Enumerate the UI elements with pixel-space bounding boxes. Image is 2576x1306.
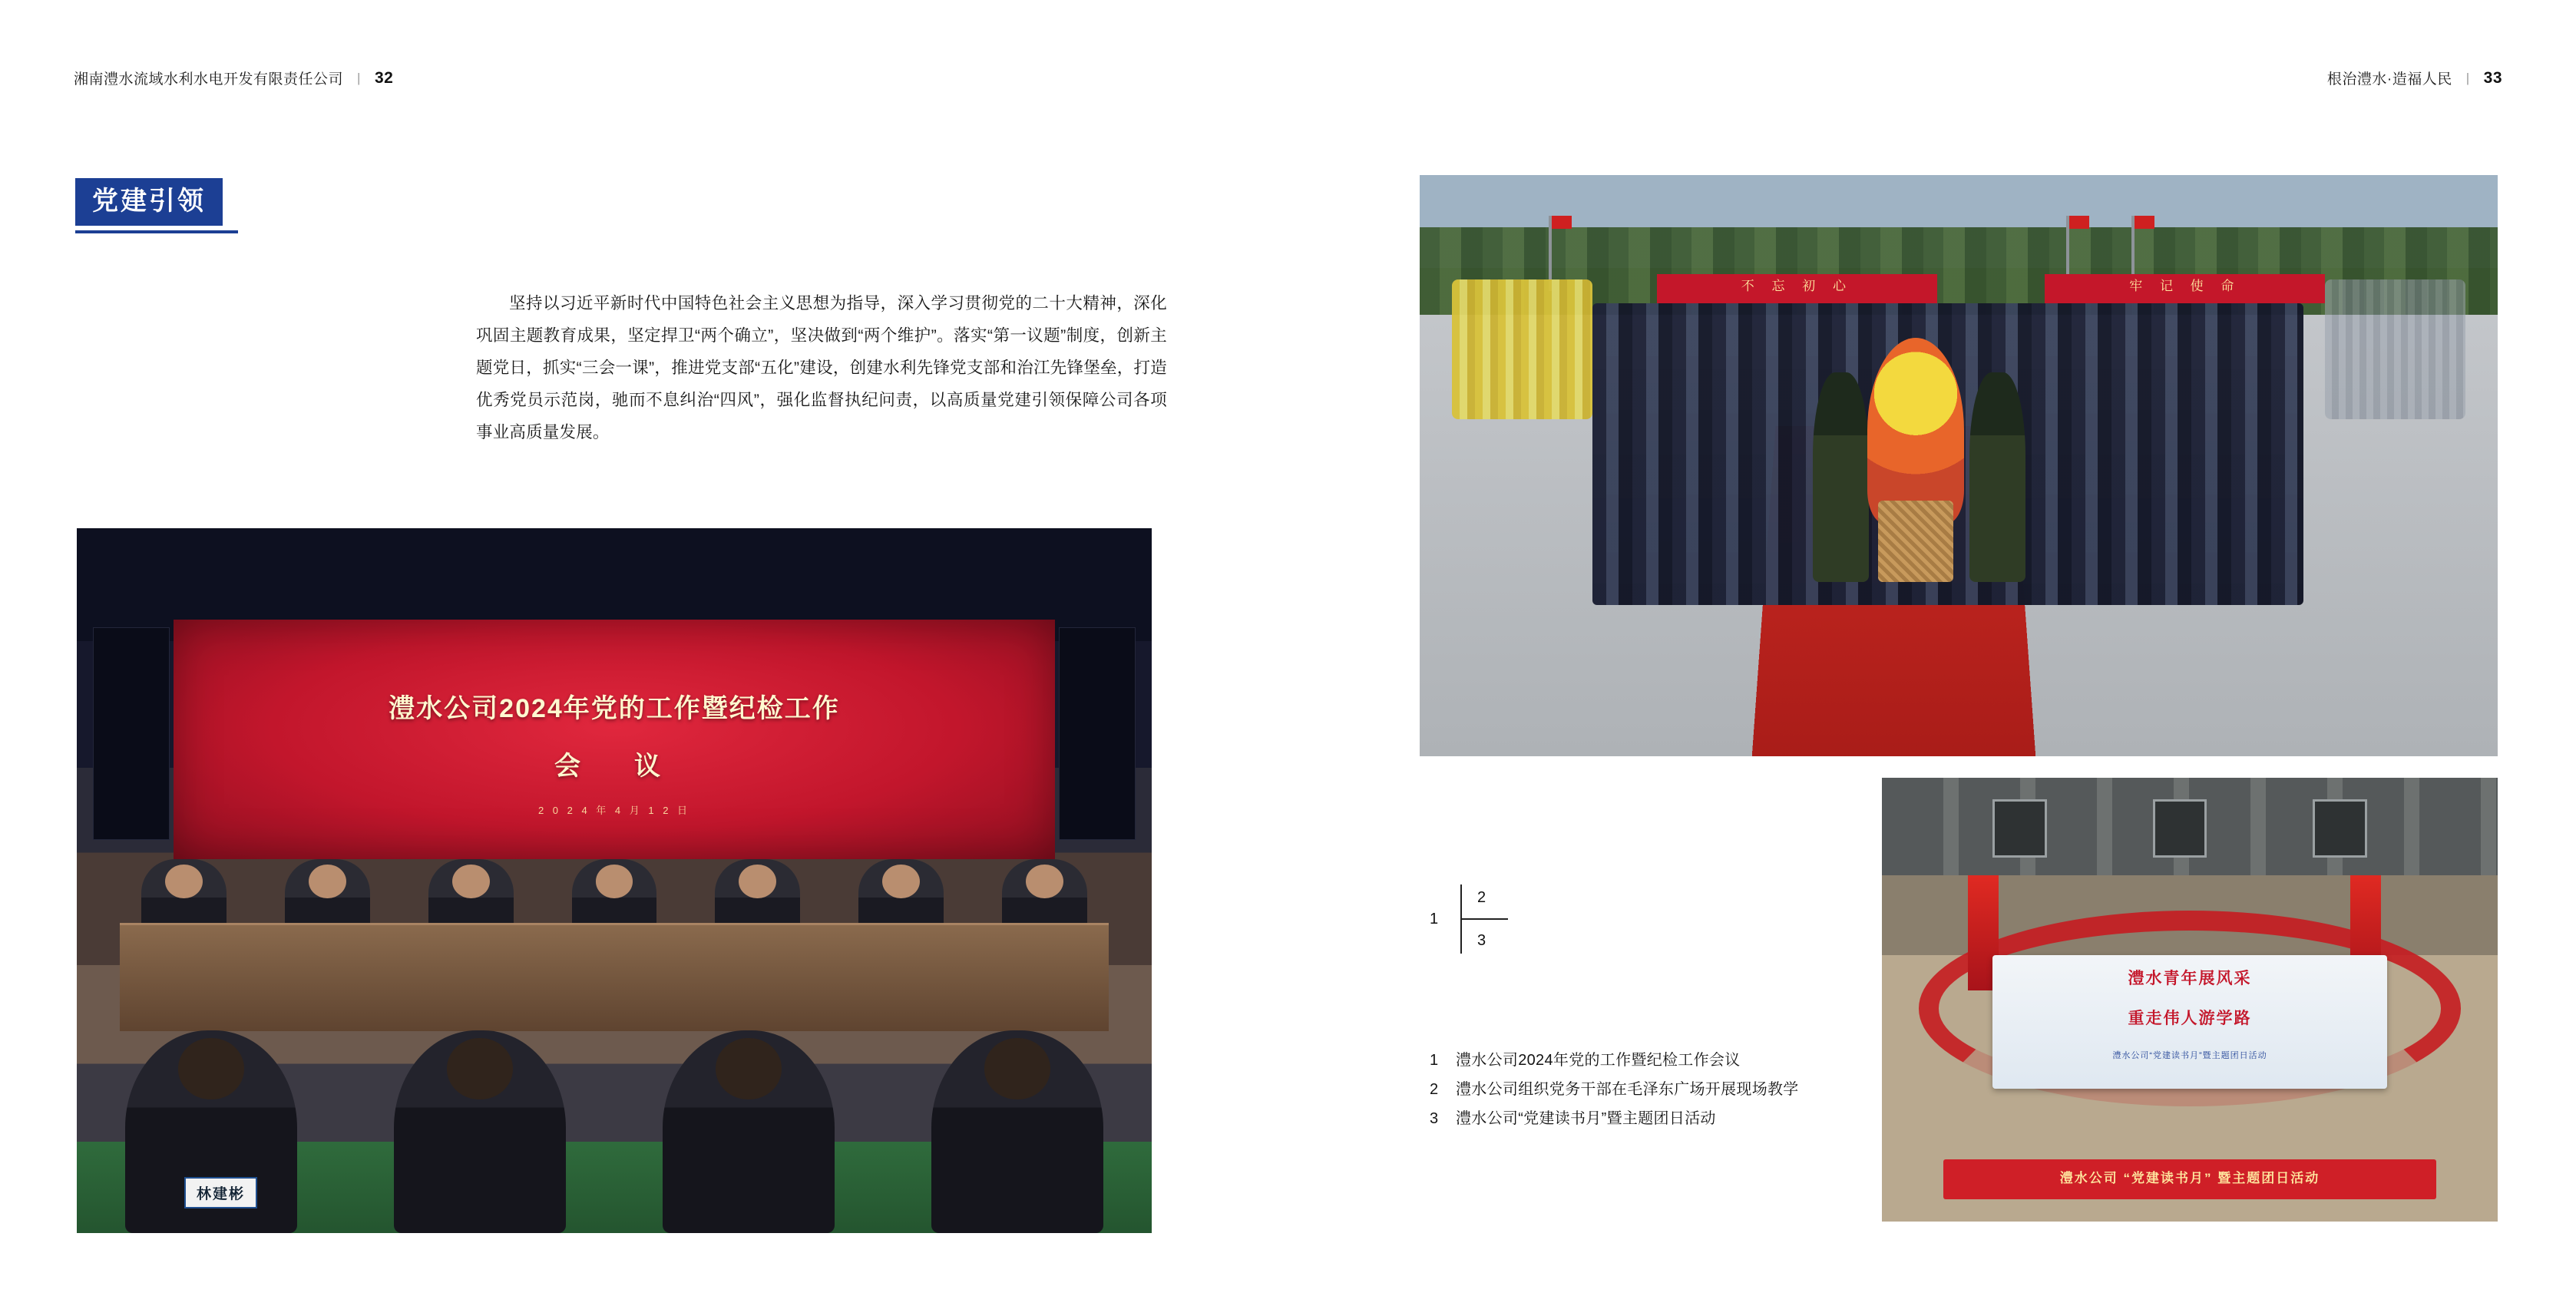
flower-basket-stand xyxy=(1878,501,1953,582)
activity-subtitle: 澧水公司“党建读书月”暨主题团日活动 xyxy=(2112,1050,2267,1060)
flower-wreath-group-left xyxy=(1452,279,1592,419)
head-separator-left: | xyxy=(357,70,361,85)
photo-meeting-conference xyxy=(77,528,1152,1233)
stage-backdrop-screen xyxy=(174,620,1055,859)
activity-title-line1: 澧水青年展风采 xyxy=(2128,970,2252,988)
caption-number: 1 xyxy=(1430,1052,1439,1069)
background-wall xyxy=(1882,778,2498,875)
slogan: 根治澧水·造福人民 xyxy=(2326,71,2452,88)
slogan-banner-right: 牢 记 使 命 xyxy=(2045,274,2325,303)
page-number-left: 32 xyxy=(374,68,394,87)
section-title-underline xyxy=(75,230,238,233)
wall-window xyxy=(2153,799,2207,858)
audience-person xyxy=(663,1030,835,1233)
wall-window xyxy=(1992,799,2046,858)
audience-person xyxy=(931,1030,1103,1233)
key-number-1: 1 xyxy=(1430,911,1439,927)
backdrop-title-line2: 会 议 xyxy=(554,751,674,781)
caption-item xyxy=(1430,1075,2197,1104)
desk-nameplate: 林建彬 xyxy=(184,1177,257,1208)
stage-side-panel-left xyxy=(93,627,170,840)
caption-number: 2 xyxy=(1430,1081,1439,1098)
key-number-3: 3 xyxy=(1477,932,1486,949)
key-number-2: 2 xyxy=(1477,889,1486,906)
company-name: 湘南澧水流域水利水电开发有限责任公司 xyxy=(74,71,344,88)
caption-text: 澧水公司“党建读书月”暨主题团日活动 xyxy=(1456,1110,1716,1127)
caption-item xyxy=(1430,1046,2197,1075)
audience-person xyxy=(394,1030,566,1233)
caption-number: 3 xyxy=(1430,1110,1439,1127)
photo-square-ceremony xyxy=(1420,175,2498,756)
activity-red-banner: 澧水公司 “党建读书月” 暨主题团日活动 xyxy=(1943,1159,2436,1199)
backdrop-date: 2 0 2 4 年 4 月 1 2 日 xyxy=(537,804,691,816)
key-horizontal-rule xyxy=(1460,918,1508,920)
backdrop-title-line1: 澧水公司2024年党的工作暨纪检工作 xyxy=(389,693,840,723)
activity-title-line2: 重走伟人游学路 xyxy=(2128,1010,2252,1028)
caption-text: 澧水公司2024年党的工作暨纪检工作会议 xyxy=(1456,1052,1741,1069)
photo-youth-activity xyxy=(1882,778,2498,1222)
caption-list xyxy=(1430,1046,2197,1133)
honor-guard-left xyxy=(1813,372,1869,582)
bystander-group-right xyxy=(2325,279,2465,419)
head-separator-right: | xyxy=(2465,70,2470,85)
section-title-badge: 党建引领 xyxy=(75,178,223,226)
page-number-right: 33 xyxy=(2483,68,2502,87)
caption-text: 澧水公司组织党务干部在毛泽东广场开展现场教学 xyxy=(1456,1081,1799,1098)
body-paragraph: 坚持以习近平新时代中国特色社会主义思想为指导，深入学习贯彻党的二十大精神，深化巩固主题教育成果，坚定捍卫“两个确立”，坚决做到“两个维护”。落实“第一议题”制度，创新主题党日，抓实“三会一课”，推进党支部“五化”建设，创建水利先锋党支部和治江先锋堡垒，打造优秀党员示范岗，驰而不息纠治“四风”，强化监督执纪问责，以高质量党建引领保障公司各项事业高质量发展。 xyxy=(476,294,1167,441)
figure-key-diagram xyxy=(1430,884,1545,954)
honor-guard-right xyxy=(1969,372,2025,582)
stage-side-panel-right xyxy=(1059,627,1136,840)
flower-basket xyxy=(1867,338,1964,524)
wall-window xyxy=(2313,799,2366,858)
running-head-right xyxy=(2327,68,2502,88)
slogan-banner-left: 不 忘 初 心 xyxy=(1657,274,1937,303)
caption-item xyxy=(1430,1104,2197,1133)
running-head-left xyxy=(74,68,393,88)
